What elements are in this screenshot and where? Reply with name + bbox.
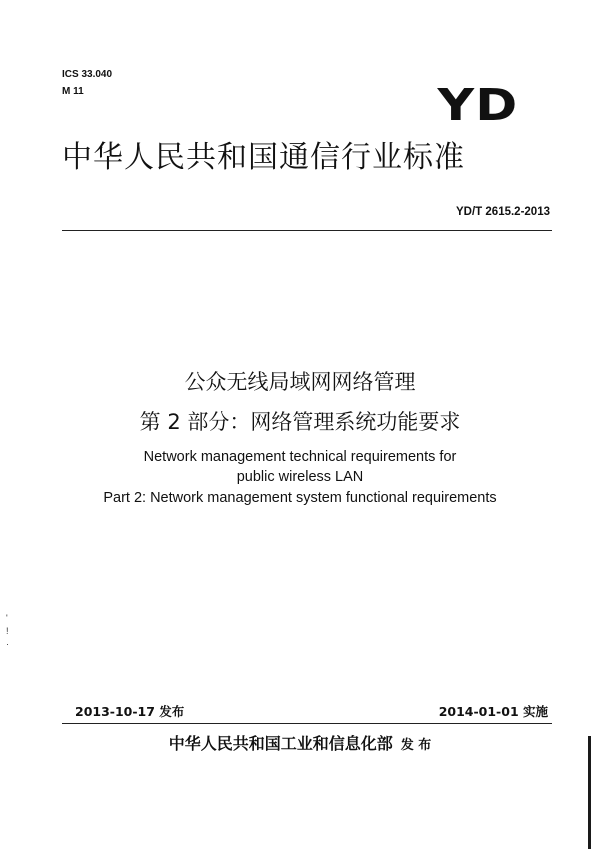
yd-logo: YD [437,80,518,131]
implementation-date: 2014-01-01 实施 [438,704,548,719]
footer-divider [62,723,552,724]
english-title-line-2: public wireless LAN [236,469,364,485]
english-title-line-3: Part 2: Network management system functional requirements [103,490,497,506]
scan-edge-strip [588,736,591,849]
ics-code: ICS 33.040 [62,69,113,80]
issuer-line [0,733,600,757]
ccs-code: M 11 [62,86,84,97]
standard-number: YD/T 2615.2-2013 [456,206,550,218]
standard-title: 中华人民共和国通信行业标准 [62,140,465,175]
issuer-name: 中华人民共和国工业和信息化部 [168,734,393,753]
header-divider [62,230,552,231]
english-title-line-1: Network management technical requirements for [143,449,457,465]
issue-date: 2013-10-17 发布 [75,704,185,719]
chinese-title-line-2: 第 2 部分：网络管理系统功能要求 [139,410,461,434]
issuer-suffix: 发 布 [400,738,432,753]
margin-marks: ' ! · [6,613,9,649]
chinese-title-line-1: 公众无线局域网网络管理 [184,370,416,394]
